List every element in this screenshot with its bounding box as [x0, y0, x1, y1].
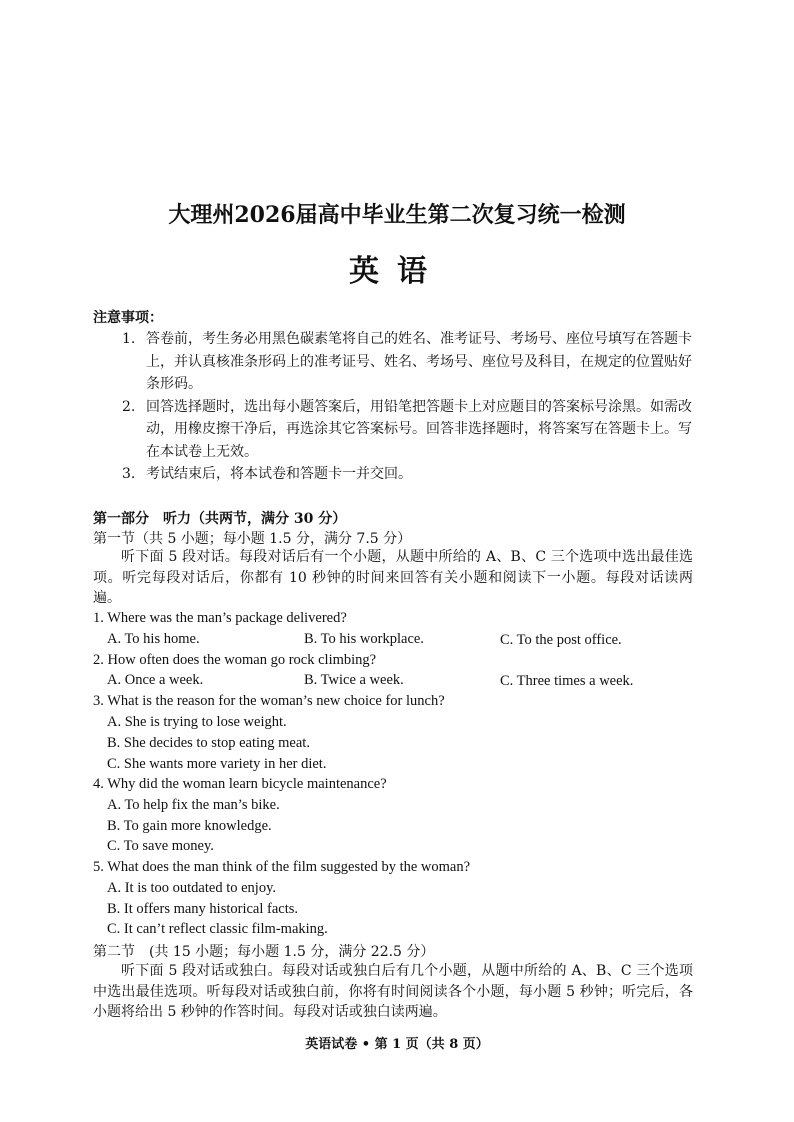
question-4-option-b: B. To gain more knowledge.	[107, 818, 272, 834]
notice-item-text: 回答选择题时，选出每小题答案后，用铅笔把答题卡上对应题目的答案标号涂黑。如需改动，用橡皮擦干净后，再选涂其它答案标号。回答非选择题时，将答案写在答题卡上。写在本试卷上无效。	[146, 398, 692, 460]
question-5-option-c: C. It can’t reflect classic film-making.	[107, 921, 328, 937]
subject-title: 英语	[349, 254, 445, 289]
notice-item	[122, 396, 692, 464]
question-2-option-b: B. Twice a week.	[304, 672, 404, 688]
page-footer: 英语试卷 • 第 1 页（共 8 页）	[305, 1037, 489, 1052]
part1-heading: 第一部分 听力（共两节，满分 30 分）	[93, 511, 347, 527]
question-3-option-b: B. She decides to stop eating meat.	[107, 735, 310, 751]
question-3-stem: 3. What is the reason for the woman’s new choice for lunch?	[93, 693, 445, 709]
notice-item-number: 1.	[122, 331, 136, 347]
notice-item-text: 考试结束后，将本试卷和答题卡一并交回。	[146, 466, 412, 482]
question-5-stem: 5. What does the man think of the film suggested by the woman?	[93, 859, 471, 875]
notice-item	[122, 463, 692, 486]
notice-heading: 注意事项：	[93, 310, 163, 326]
question-4-option-c: C. To save money.	[107, 838, 214, 854]
question-1-option-b: B. To his workplace.	[304, 631, 424, 647]
question-1-stem: 1. Where was the man’s package delivered?	[93, 610, 347, 626]
notice-item-number: 2.	[122, 398, 136, 415]
question-5-option-b: B. It offers many historical facts.	[107, 901, 298, 917]
section2-heading: 第二节 (共 15 小题；每小题 1.5 分，满分 22.5 分）	[93, 944, 435, 960]
section1-instructions: 听下面 5 段对话。每段对话后有一个小题，从题中所给的 A、B、C 三个选项中选出最佳选项。听完每段对话后，你都有 10 秒钟的时间来回答有关小题和阅读下一小题。每段对话读两遍。	[93, 549, 693, 606]
question-2-option-c: C. Three times a week.	[500, 673, 634, 689]
question-2-option-a: A. Once a week.	[107, 672, 204, 688]
question-4-option-a: A. To help fix the man’s bike.	[107, 797, 280, 813]
notice-item	[122, 328, 692, 396]
question-3-option-a: A. She is trying to lose weight.	[107, 714, 287, 730]
exam-title: 大理州2026届高中毕业生第二次复习统一检测	[168, 202, 626, 228]
section1-heading: 第一节（共 5 小题；每小题 1.5 分，满分 7.5 分）	[93, 531, 412, 547]
notice-list	[122, 328, 692, 486]
question-1-option-c: C. To the post office.	[500, 632, 622, 648]
question-3-option-c: C. She wants more variety in her diet.	[107, 756, 327, 772]
question-1-option-a: A. To his home.	[107, 631, 200, 647]
question-4-stem: 4. Why did the woman learn bicycle maintenance?	[93, 776, 387, 792]
question-2-stem: 2. How often does the woman go rock climbing?	[93, 652, 377, 668]
question-5-option-a: A. It is too outdated to enjoy.	[107, 880, 277, 896]
section2-instructions: 听下面 5 段对话或独白。每段对话或独白后有几个小题，从题中所给的 A、B、C 三个选项中选出最佳选项。听每段对话或独白前，你将有时间阅读各个小题，每小题 5 秒钟；听完后，各小题将给出 5 秒钟的作答时间。每段对话或独白读两遍。	[93, 963, 693, 1020]
notice-item-number: 3.	[122, 466, 136, 482]
notice-item-text: 答卷前，考生务必用黑色碳素笔将自己的姓名、准考证号、考场号、座位号填写在答题卡上，并认真核准条形码上的准考证号、姓名、考场号、座位号及科目，在规定的位置贴好条形码。	[146, 331, 692, 392]
